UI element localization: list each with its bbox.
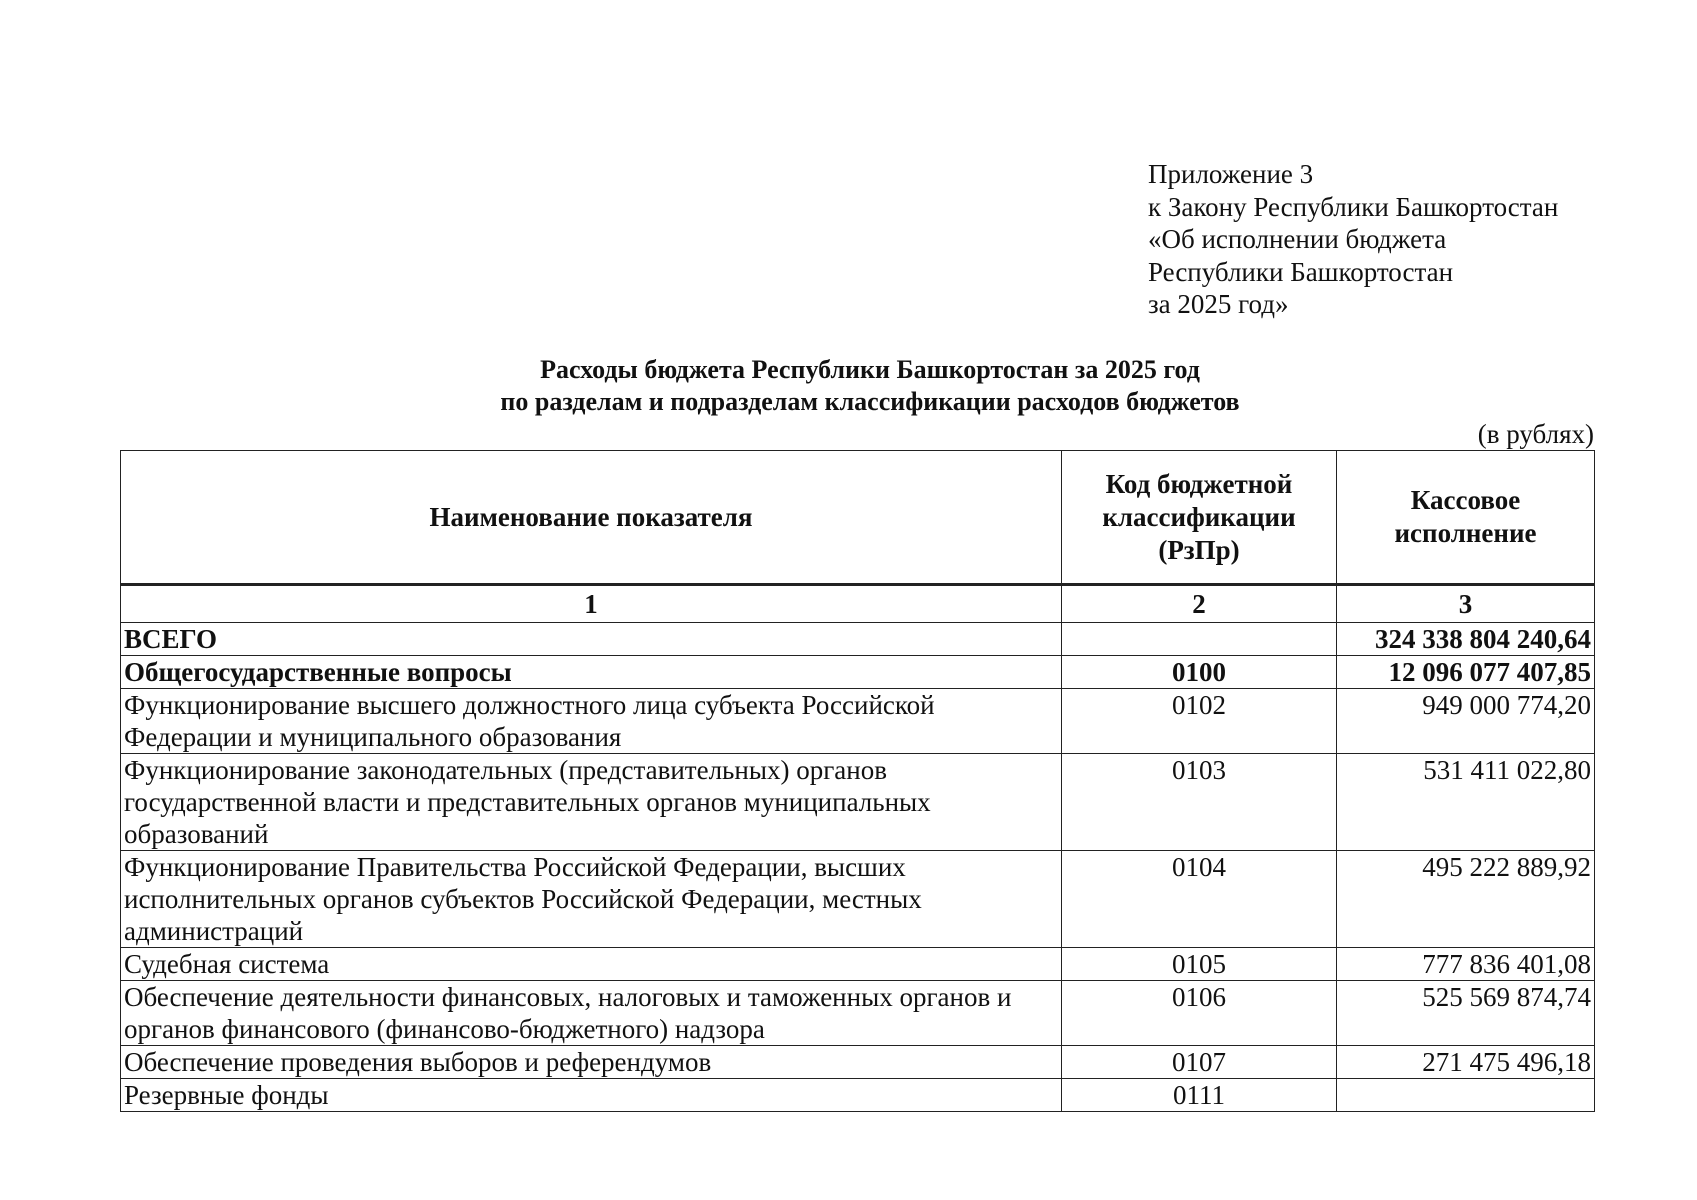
document-title bbox=[0, 354, 1697, 418]
expenditure-table bbox=[120, 450, 1595, 1112]
column-number-row bbox=[121, 585, 1595, 623]
row-code: 0104 bbox=[1062, 851, 1337, 948]
appendix-line: за 2025 год» bbox=[1148, 289, 1289, 319]
table-row bbox=[121, 689, 1595, 754]
column-number: 3 bbox=[1337, 585, 1595, 623]
row-amount: 531 411 022,80 bbox=[1337, 754, 1595, 851]
appendix-line: Республики Башкортостан bbox=[1148, 256, 1454, 287]
row-code bbox=[1062, 623, 1337, 656]
table-row bbox=[121, 754, 1595, 851]
header-name: Наименование показателя bbox=[121, 451, 1062, 585]
row-name: Резервные фонды bbox=[121, 1079, 1062, 1112]
row-name: Функционирование законодательных (представительных) органов государственной власти и представительных органов муниципальных образований bbox=[121, 754, 1062, 851]
header-code: Код бюджетной классификации (РзПр) bbox=[1062, 451, 1337, 585]
row-amount: 777 836 401,08 bbox=[1337, 948, 1595, 981]
row-code: 0103 bbox=[1062, 754, 1337, 851]
row-name: Общегосударственные вопросы bbox=[121, 656, 1062, 689]
row-name: Обеспечение деятельности финансовых, налоговых и таможенных органов и органов финансового (финансово-бюджетного) надзора bbox=[121, 981, 1062, 1046]
column-number: 1 bbox=[121, 585, 1062, 623]
row-amount: 949 000 774,20 bbox=[1337, 689, 1595, 754]
row-code: 0111 bbox=[1062, 1079, 1337, 1112]
row-amount: 495 222 889,92 bbox=[1337, 851, 1595, 948]
table-row bbox=[121, 948, 1595, 981]
header-row bbox=[121, 451, 1595, 585]
row-name: Судебная система bbox=[121, 948, 1062, 981]
table-row bbox=[121, 981, 1595, 1046]
title-line-2: по разделам и подразделам классификации расходов бюджетов bbox=[500, 387, 1240, 416]
row-amount: 525 569 874,74 bbox=[1337, 981, 1595, 1046]
row-code: 0102 bbox=[1062, 689, 1337, 754]
table-row bbox=[121, 851, 1595, 948]
table-row bbox=[121, 1046, 1595, 1079]
row-code: 0105 bbox=[1062, 948, 1337, 981]
row-amount: 12 096 077 407,85 bbox=[1337, 656, 1595, 689]
row-name: Функционирование высшего должностного лица субъекта Российской Федерации и муниципального образования bbox=[121, 689, 1062, 754]
row-code: 0100 bbox=[1062, 656, 1337, 689]
row-amount: 324 338 804 240,64 bbox=[1337, 623, 1595, 656]
appendix-line: Приложение 3 bbox=[1148, 159, 1314, 189]
table-row bbox=[121, 656, 1595, 689]
unit-note: (в рублях) bbox=[1477, 419, 1594, 449]
appendix-line: «Об исполнении бюджета bbox=[1148, 224, 1447, 254]
row-code: 0107 bbox=[1062, 1046, 1337, 1079]
column-number: 2 bbox=[1062, 585, 1337, 623]
table-row bbox=[121, 1079, 1595, 1112]
row-name: Функционирование Правительства Российской Федерации, высших исполнительных органов субъектов Российской Федерации, местных администраций bbox=[121, 851, 1062, 948]
row-amount: 271 475 496,18 bbox=[1337, 1046, 1595, 1079]
row-code: 0106 bbox=[1062, 981, 1337, 1046]
table-row bbox=[121, 623, 1595, 656]
row-amount bbox=[1337, 1079, 1595, 1112]
title-line-1: Расходы бюджета Республики Башкортостан за 2025 год bbox=[540, 355, 1200, 384]
row-name: Обеспечение проведения выборов и референдумов bbox=[121, 1046, 1062, 1079]
header-amount: Кассовое исполнение bbox=[1337, 451, 1595, 585]
appendix-line: к Закону Республики Башкортостан bbox=[1148, 191, 1559, 222]
appendix-note bbox=[1148, 158, 1558, 321]
row-name: ВСЕГО bbox=[121, 623, 1062, 656]
